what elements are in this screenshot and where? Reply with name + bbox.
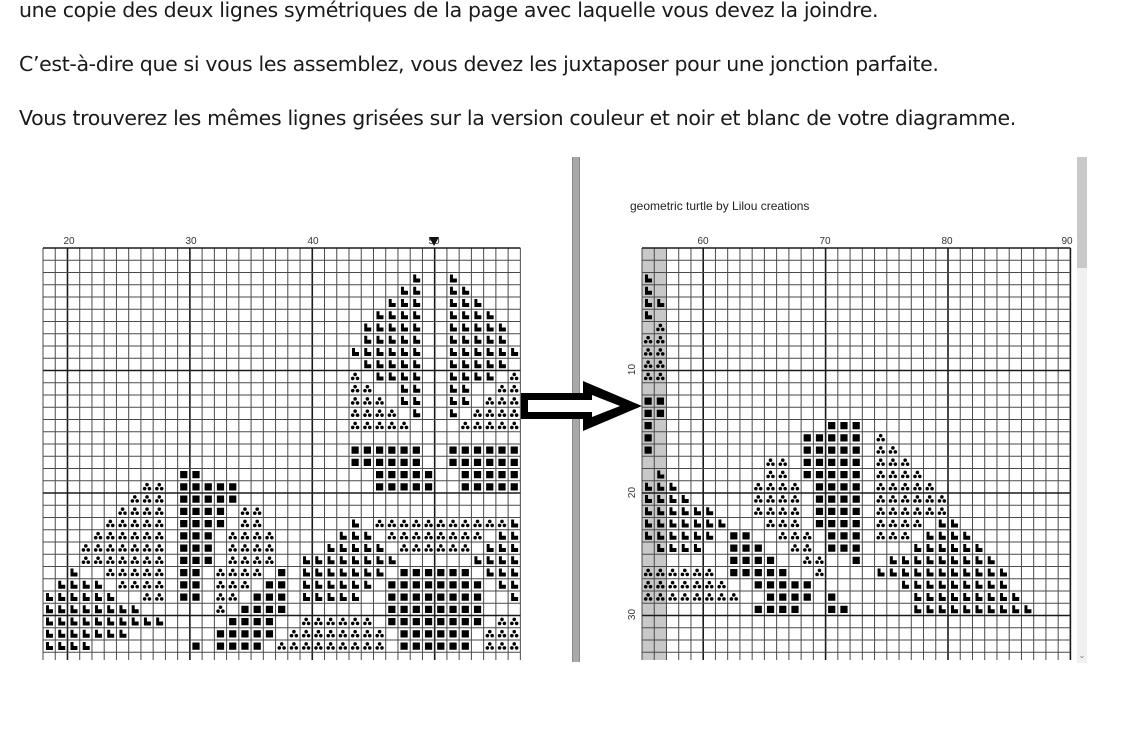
paragraph-1: une copie des deux lignes symétriques de la page avec laquelle vous devez la joindre. [19, 0, 879, 22]
column-label-80: 80 [941, 236, 953, 247]
row-label-10: 10 [627, 363, 639, 376]
column-label-20: 20 [63, 236, 75, 247]
chart-title: geometric turtle by Lilou creations [630, 199, 810, 213]
scrollbar-thumb[interactable] [1077, 157, 1087, 268]
column-label-50: 50 [428, 236, 440, 247]
chevron-down-icon[interactable]: ⌄ [1078, 651, 1086, 660]
row-label-20: 20 [627, 486, 639, 499]
paragraph-3: Vous trouverez les mêmes lignes grisées sur la version couleur et noir et blanc de votre diagramme. [19, 106, 1016, 130]
column-label-60: 60 [697, 236, 709, 247]
column-label-90: 90 [1061, 236, 1073, 247]
column-label-30: 30 [185, 236, 197, 247]
column-label-70: 70 [819, 236, 831, 247]
paragraph-2: C’est-à-dire que si vous les assemblez, vous devez les juxtaposer pour une jonction parfaite. [19, 52, 939, 76]
row-label-30: 30 [627, 608, 639, 621]
column-label-40: 40 [307, 236, 319, 247]
